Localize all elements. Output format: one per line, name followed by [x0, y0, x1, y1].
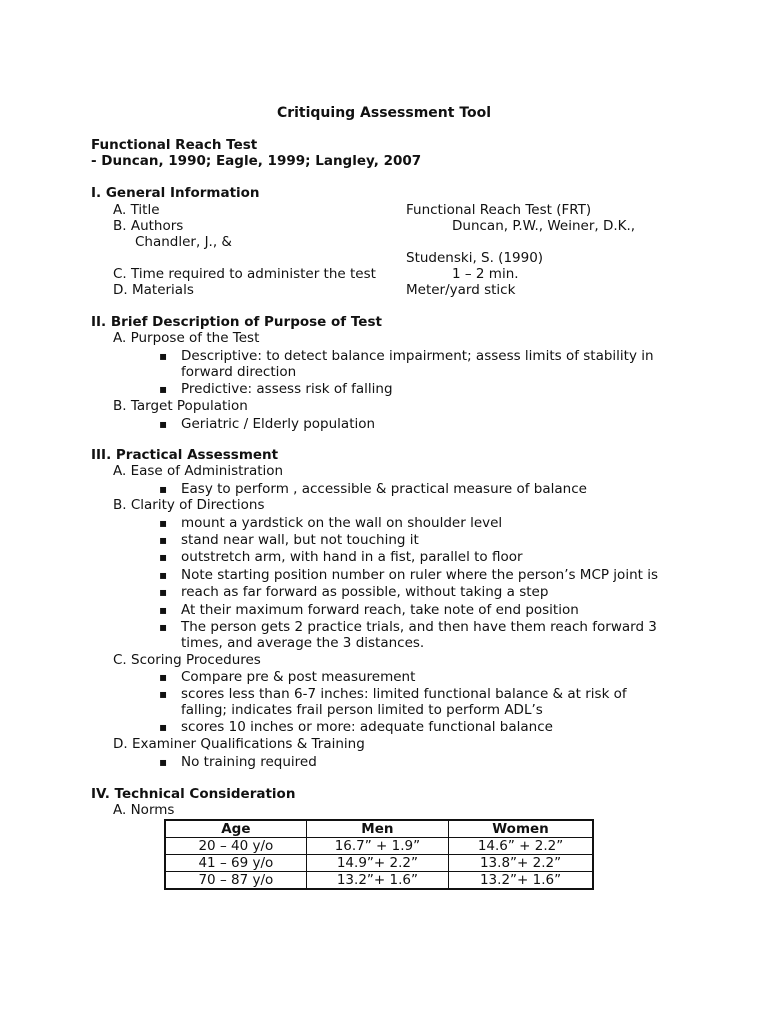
scoring-bullet-2: ▪ scores less than 6-7 inches: limited functional balance & at risk of — [181, 686, 627, 703]
time-value: 1 – 2 min. — [452, 266, 519, 282]
table-cell-men: 13.2”+ 1.6” — [306, 872, 448, 890]
table-cell-age: 20 – 40 y/o — [165, 838, 306, 855]
table-header-men: Men — [306, 820, 448, 838]
scoring-bullet-2-cont: falling; indicates frail person limited to perform ADL’s — [181, 702, 543, 718]
section-heading-technical: IV. Technical Consideration — [91, 786, 296, 802]
table-cell-men: 14.9”+ 2.2” — [306, 855, 448, 872]
table-cell-women: 14.6” + 2.2” — [449, 838, 593, 855]
table-cell-men: 16.7” + 1.9” — [306, 838, 448, 855]
table-header-row — [165, 820, 593, 838]
norms-label: A. Norms — [113, 802, 175, 818]
authors-label: B. Authors — [113, 218, 184, 234]
authors-value-2: Studenski, S. (1990) — [406, 250, 544, 266]
scoring-bullet-3: ▪ scores 10 inches or more: adequate functional balance — [181, 719, 553, 736]
time-label: C. Time required to administer the test — [113, 266, 376, 282]
target-bullet: ▪ Geriatric / Elderly population — [181, 416, 375, 433]
clarity-bullet-4: ▪ Note starting position number on ruler where the person’s MCP joint is — [181, 567, 658, 584]
purpose-label: A. Purpose of the Test — [113, 330, 260, 346]
table-cell-age: 70 – 87 y/o — [165, 872, 306, 890]
materials-value: Meter/yard stick — [406, 282, 516, 298]
title-value: Functional Reach Test (FRT) — [406, 202, 592, 218]
section-heading-general-information: I. General Information — [91, 185, 260, 201]
target-label: B. Target Population — [113, 398, 248, 414]
title-label: A. Title — [113, 202, 160, 218]
authors-continued: Chandler, J., & — [135, 234, 232, 250]
authors-value: Duncan, P.W., Weiner, D.K., — [452, 218, 636, 234]
section-heading-practical: III. Practical Assessment — [91, 447, 279, 463]
examiner-bullet: ▪ No training required — [181, 754, 317, 771]
ease-bullet: ▪ Easy to perform , accessible & practical measure of balance — [181, 481, 587, 498]
purpose-bullet-descriptive: ▪ Descriptive: to detect balance impairment; assess limits of stability in — [181, 348, 654, 365]
section-heading-purpose: II. Brief Description of Purpose of Test — [91, 314, 382, 330]
clarity-bullet-5: ▪ reach as far forward as possible, without taking a step — [181, 584, 548, 601]
references: - Duncan, 1990; Eagle, 1999; Langley, 2007 — [91, 153, 422, 169]
materials-label: D. Materials — [113, 282, 194, 298]
norms-table — [164, 819, 594, 890]
ease-label: A. Ease of Administration — [113, 463, 284, 479]
clarity-bullet-6: ▪ At their maximum forward reach, take note of end position — [181, 602, 579, 619]
clarity-bullet-7-cont: times, and average the 3 distances. — [181, 635, 425, 651]
purpose-bullet-predictive: ▪ Predictive: assess risk of falling — [181, 381, 393, 398]
purpose-bullet-descriptive-cont: forward direction — [181, 364, 297, 380]
table-row — [165, 872, 593, 890]
table-header-age: Age — [165, 820, 306, 838]
scoring-bullet-1: ▪ Compare pre & post measurement — [181, 669, 415, 686]
clarity-bullet-1: ▪ mount a yardstick on the wall on shoulder level — [181, 515, 502, 532]
table-header-women: Women — [449, 820, 593, 838]
clarity-bullet-3: ▪ outstretch arm, with hand in a fist, parallel to floor — [181, 549, 523, 566]
examiner-label: D. Examiner Qualifications & Training — [113, 736, 365, 752]
table-cell-women: 13.8”+ 2.2” — [449, 855, 593, 872]
table-cell-women: 13.2”+ 1.6” — [449, 872, 593, 890]
table-row — [165, 855, 593, 872]
clarity-label: B. Clarity of Directions — [113, 497, 265, 513]
test-name: Functional Reach Test — [91, 137, 258, 153]
page-title: Critiquing Assessment Tool — [276, 105, 492, 121]
clarity-bullet-7: ▪ The person gets 2 practice trials, and then have them reach forward 3 — [181, 619, 657, 636]
table-cell-age: 41 – 69 y/o — [165, 855, 306, 872]
table-row — [165, 838, 593, 855]
clarity-bullet-2: ▪ stand near wall, but not touching it — [181, 532, 419, 549]
scoring-label: C. Scoring Procedures — [113, 652, 261, 668]
